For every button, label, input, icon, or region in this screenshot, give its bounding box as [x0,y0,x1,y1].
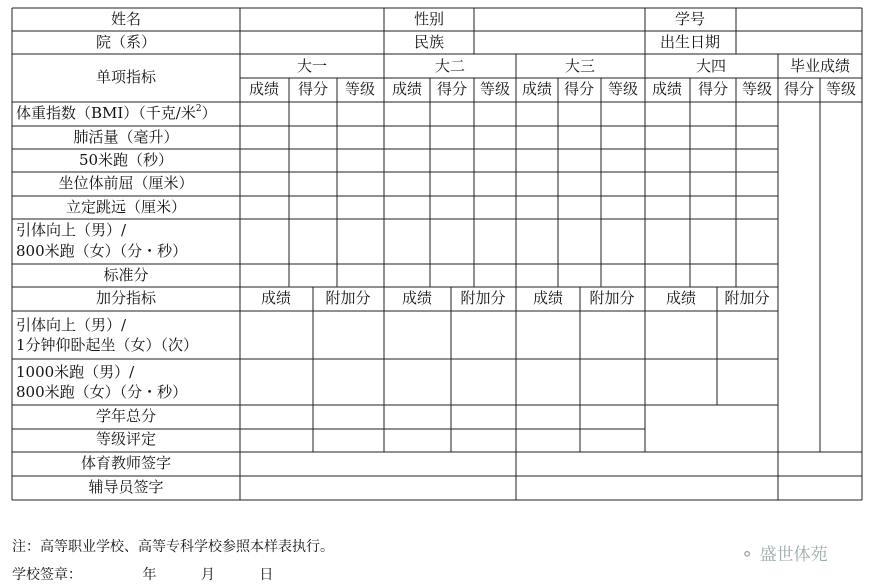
bonus-score: 成绩 [260,289,292,307]
sub-points: 得分 [436,80,468,98]
bonus-index-label: 加分指标 [95,289,157,307]
year-1-header: 大一 [296,57,328,75]
footer-note: 注：高等职业学校、高等专科学校参照本样表执行。 [12,539,334,555]
sub-score: 成绩 [248,80,280,98]
sub-points: 得分 [297,80,329,98]
bonus-run-line1: 1000米跑（男）/ [16,363,135,381]
sub-points: 得分 [783,80,815,98]
bonus-run-line2: 800米跑（女）（分・秒） [16,383,188,401]
bonus-score: 成绩 [401,289,433,307]
bonus-points: 附加分 [589,289,635,307]
bonus-pullup-line2: 1分钟仰卧起坐（女）（次） [16,336,199,354]
counselor-signature-label: 辅导员签字 [88,478,164,496]
pe-teacher-signature-label: 体育教师签字 [80,454,172,472]
sub-grade: 等级 [825,80,857,98]
sub-score: 成绩 [391,80,423,98]
year-label: 年 [142,567,157,583]
pullup-label-line1: 引体向上（男）/ [16,221,127,239]
wechat-icon: ⚬ [740,545,755,565]
day-label: 日 [259,567,274,583]
month-label: 月 [200,567,215,583]
watermark [740,540,828,565]
sub-score: 成绩 [521,80,553,98]
sub-grade: 等级 [479,80,511,98]
annual-total-label: 学年总分 [95,407,157,425]
grade-evaluation-label: 等级评定 [95,430,157,448]
bonus-points: 附加分 [325,289,371,307]
sub-grade: 等级 [607,80,639,98]
year-2-header: 大二 [434,57,466,75]
watermark-text: 盛世体苑 [759,545,828,565]
birth-date-label: 出生日期 [659,33,721,51]
school-stamp-line [12,564,273,584]
standing-long-jump-label: 立定跳远（厘米） [65,198,187,216]
bonus-score: 成绩 [532,289,564,307]
bonus-score: 成绩 [665,289,697,307]
sub-score: 成绩 [651,80,683,98]
pullup-label-line2: 800米跑（女）（分・秒） [16,242,188,260]
lung-capacity-label: 肺活量（毫升） [73,128,179,146]
student-id-label: 学号 [674,10,706,28]
standard-score-label: 标准分 [103,266,149,284]
year-3-header: 大三 [564,57,596,75]
year-4-header: 大四 [695,57,727,75]
sub-points: 得分 [563,80,595,98]
gender-label: 性别 [413,10,445,28]
run-50m-label: 50米跑（秒） [78,151,174,169]
sit-and-reach-label: 坐位体前屈（厘米） [58,174,194,192]
stamp-label: 学校签章： [12,567,82,583]
sub-grade: 等级 [344,80,376,98]
ethnicity-label: 民族 [413,33,445,51]
bonus-points: 附加分 [460,289,506,307]
bonus-points: 附加分 [724,289,770,307]
single-index-header: 单项指标 [95,68,157,86]
sub-points: 得分 [697,80,729,98]
sub-grade: 等级 [741,80,773,98]
bonus-pullup-line1: 引体向上（男）/ [16,316,127,334]
name-label: 姓名 [110,10,142,28]
graduation-header: 毕业成绩 [789,57,851,75]
department-label: 院（系） [95,33,157,51]
bmi-row-label: 体重指数（BMI）（千克/米$^2$） [16,103,217,122]
